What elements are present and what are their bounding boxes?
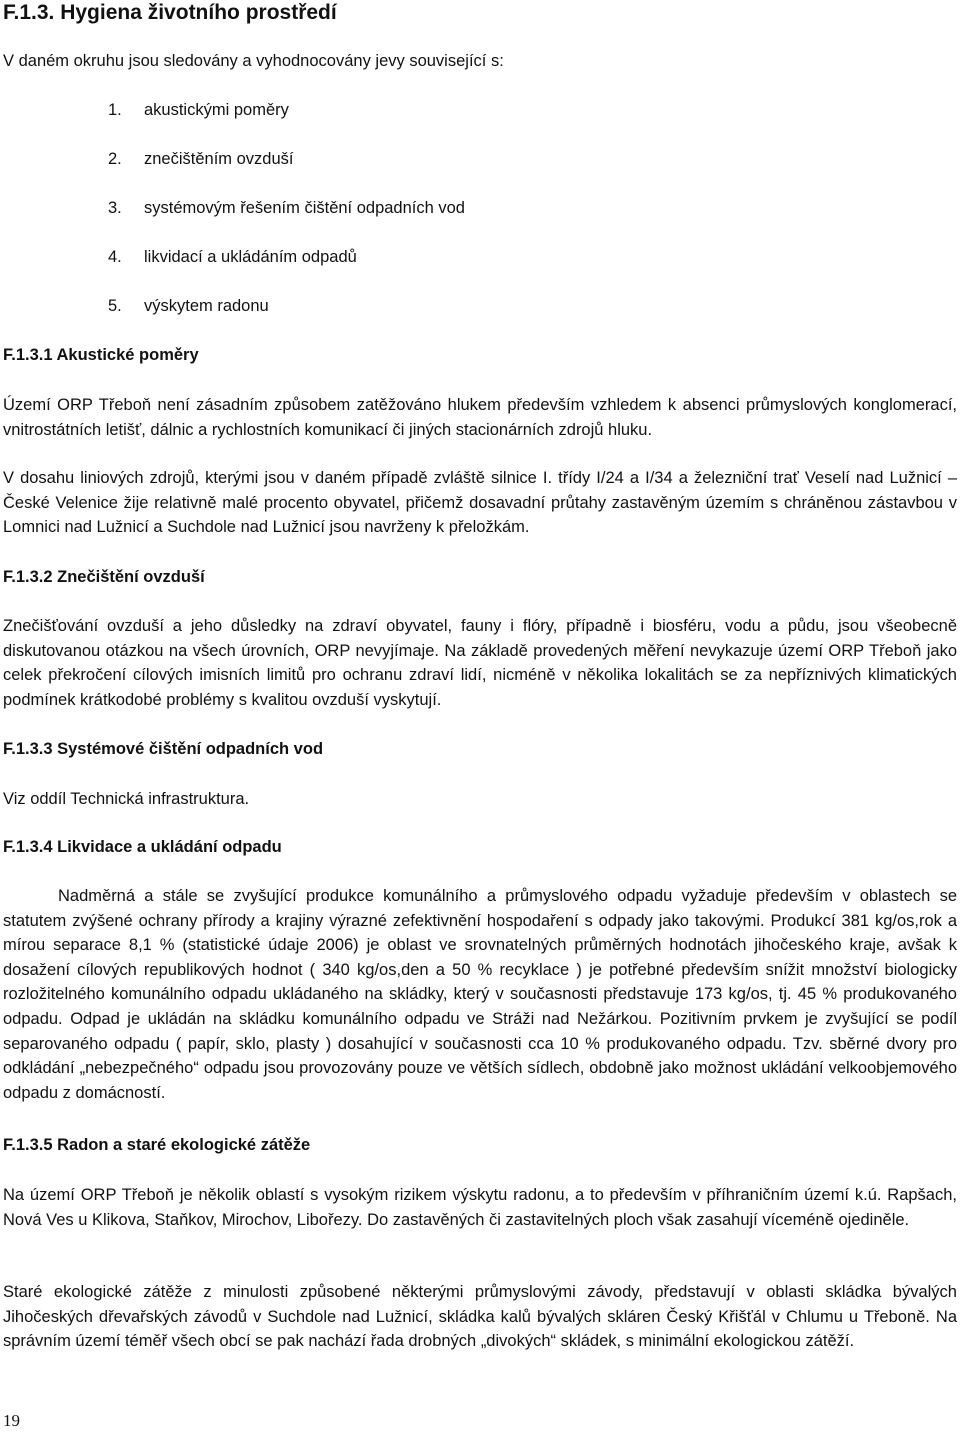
- list-item-number: 5.: [108, 297, 122, 315]
- section-paragraph: Znečišťování ovzduší a jeho důsledky na zdraví obyvatel, fauny i flóry, případně i biosféru, vodu a půdu, jsou všeobecně diskutovanou otázkou na všech úrovních, ORP nevyjímaje. Na základě provedených měření nevykazuje území ORP Třeboň jako celek překročení cílových imisních limitů pro ochranu zdraví lidí, nicméně v několika lokalitách se za nepříznivých klimatických podmínek krátkodobé problémy s kvalitou ovzduší vyskytují.: [3, 617, 957, 709]
- section-paragraph: Viz oddíl Technická infrastruktura.: [3, 790, 250, 808]
- page-title: F.1.3. Hygiena životního prostředí: [3, 1, 337, 24]
- list-item-number: 2.: [108, 150, 122, 168]
- section-paragraph: Nadměrná a stále se zvyšující produkce komunálního a průmyslového odpadu vyžaduje především v oblastech se statutem zvýšené ochrany přírody a krajiny výrazné zefektivnění hospodaření s odpady jako takovými. Produkcí 381 kg/os,rok a mírou separace 8,1 % (statistické údaje 2006) je oblast ve srovnatelných průměrných hodnotách jihočeského kraje, avšak k dosažení cílových republikových hodnot ( 340 kg/os,den a 50 % recyklace ) je potřebné především snížit množství biologicky rozložitelného komunálního odpadu ukládaného na skládky, který v současnosti představuje 173 kg/os, tj. 45 % produkovaného odpadu. Odpad je ukládán na skládku komunálního odpadu ve Stráži nad Nežárkou. Pozitivním prvkem je zvyšující se podíl separovaného odpadu ( papír, sklo, plasty ) dosahující v současnosti cca 10 % produkovaného odpadu. Tzv. sběrné dvory pro odkládání „nebezpečného“ odpadu jsou provozovány pouze ve větších sídlech, obdobně jako možnost ukládání velkoobjemového odpadu z domácností.: [3, 887, 957, 1102]
- section-paragraph: Na území ORP Třeboň je několik oblastí s vysokým rizikem výskytu radonu, a to především v příhraničním území k.ú. Rapšach, Nová Ves u Klikova, Staňkov, Mirochov, Libořezy. Do zastavěných či zastavitelných ploch však zasahují víceméně ojediněle.: [3, 1186, 957, 1229]
- list-item-number: 4.: [108, 248, 122, 266]
- section-paragraph: Území ORP Třeboň není zásadním způsobem zatěžováno hlukem především vzhledem k absenci průmyslových konglomerací, vnitrostátních letišť, dálnic a rychlostních komunikací či jiných stacionárních zdrojů hluku.: [3, 396, 957, 439]
- list-item: [108, 245, 465, 294]
- list-item: [108, 147, 465, 196]
- list-item: [108, 98, 465, 147]
- list-item-text: výskytem radonu: [144, 297, 269, 315]
- list-item-text: akustickými poměry: [144, 101, 289, 119]
- list-item-number: 3.: [108, 199, 122, 217]
- topic-list: [108, 98, 465, 343]
- list-item-text: systémovým řešením čištění odpadních vod: [144, 199, 465, 217]
- section-heading-acoustics: F.1.3.1 Akustické poměry: [3, 346, 199, 364]
- list-item: [108, 196, 465, 245]
- intro-paragraph: V daném okruhu jsou sledovány a vyhodnocovány jevy související s:: [3, 52, 504, 70]
- section-heading-radon: F.1.3.5 Radon a staré ekologické zátěže: [3, 1136, 311, 1154]
- list-item-number: 1.: [108, 101, 122, 119]
- section-paragraph: Staré ekologické zátěže z minulosti způsobené některými průmyslovými závody, představují v oblasti skládka bývalých Jihočeských dřevařských závodů v Suchdole nad Lužnicí, skládka kalů bývalých skláren Český Křišťál v Chlumu u Třeboně. Na správním území téměř všech obcí se pak nachází řada drobných „divokých“ skládek, s minimální ekologickou zátěží.: [3, 1283, 957, 1351]
- page-number: 19: [3, 1411, 20, 1430]
- section-heading-waste-water: F.1.3.3 Systémové čištění odpadních vod: [3, 740, 324, 758]
- section-heading-waste-disposal: F.1.3.4 Likvidace a ukládání odpadu: [3, 838, 282, 856]
- list-item: [108, 294, 465, 343]
- list-item-text: likvidací a ukládáním odpadů: [144, 248, 357, 266]
- section-paragraph: V dosahu liniových zdrojů, kterými jsou v daném případě zvláště silnice I. třídy I/24 a I/34 a železniční trať Veselí nad Lužnicí – České Velenice žije relativně malé procento obyvatel, přičemž dosavadní průtahy zastavěným územím s chráněnou zástavbou v Lomnici nad Lužnicí a Suchdole nad Lužnicí jsou navrženy k přeložkám.: [3, 469, 957, 537]
- list-item-text: znečištěním ovzduší: [144, 150, 294, 168]
- section-heading-air-pollution: F.1.3.2 Znečištění ovzduší: [3, 568, 205, 586]
